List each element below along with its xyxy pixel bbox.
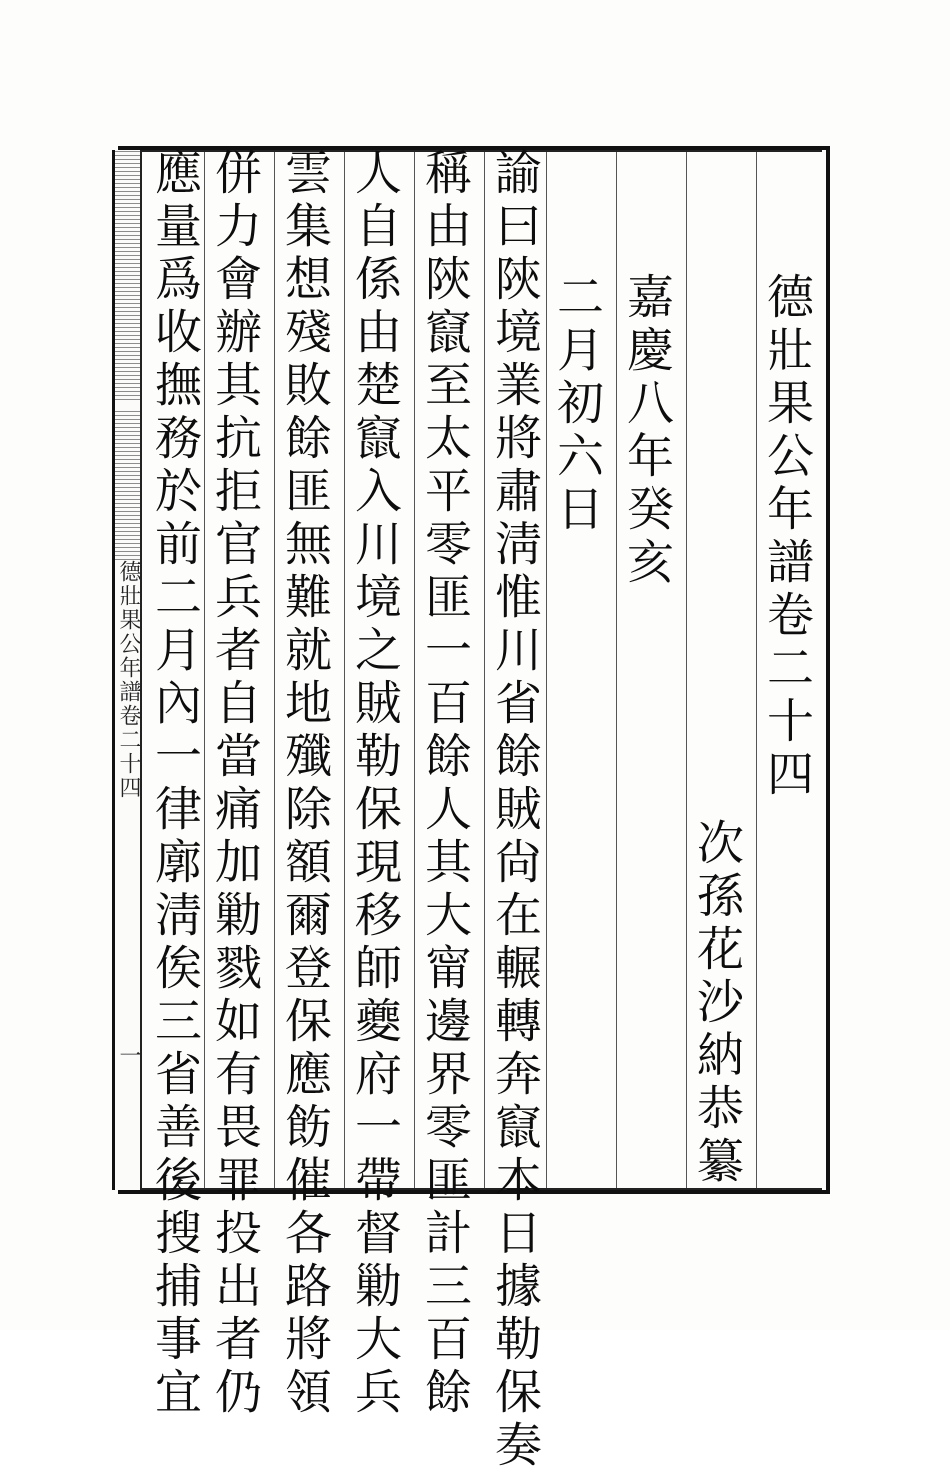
book-title: 德壯果公年譜卷二十四 bbox=[759, 272, 814, 802]
column-rule bbox=[274, 152, 275, 1188]
column-rule bbox=[204, 152, 205, 1188]
text-column: 諭曰陝境業將肅淸惟川省餘賊尙在輾轉奔竄本日據勒保奏 bbox=[487, 148, 542, 1473]
column-rule bbox=[344, 152, 345, 1188]
text-column: 併力會辦其抗拒官兵者自當痛加勦戮如有畏罪投出者仍 bbox=[207, 148, 262, 1420]
column-rule bbox=[414, 152, 415, 1188]
reign-year-heading: 嘉慶八年癸亥 bbox=[619, 272, 674, 590]
text-column: 人自係由楚竄入川境之賊勒保現移師夔府一帶督勦大兵 bbox=[347, 148, 402, 1420]
column-rule bbox=[616, 152, 617, 1188]
date-heading: 二月初六日 bbox=[549, 272, 604, 537]
text-column: 稱由陝竄至太平零匪一百餘人其大甯邊界零匪計三百餘 bbox=[417, 148, 472, 1420]
column-rule bbox=[546, 152, 547, 1188]
fold-margin-strip bbox=[112, 150, 142, 1190]
fold-margin-title: 德壯果公年譜卷二十四 bbox=[116, 560, 141, 800]
column-rule bbox=[484, 152, 485, 1188]
fold-page-number: 一 bbox=[116, 1044, 141, 1066]
column-rule bbox=[686, 152, 687, 1188]
compiler-credit: 次孫花沙納恭纂 bbox=[689, 818, 744, 1189]
text-column: 應量爲收撫務於前二月內一律廓淸俟三省善後搜捕事宜 bbox=[147, 148, 202, 1420]
text-column: 雲集想殘敗餘匪無難就地殲除額爾登保應飭催各路將領 bbox=[277, 148, 332, 1420]
fold-hatch-upper bbox=[115, 150, 140, 400]
column-rule bbox=[756, 152, 757, 1188]
fold-fishtail-mark bbox=[115, 410, 140, 560]
